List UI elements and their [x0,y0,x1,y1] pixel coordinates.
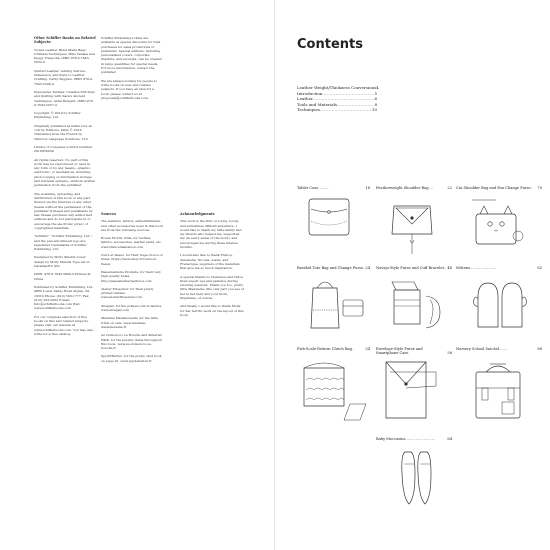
copyright-paragraph: Originally published as Petite tote en cuir by Editions, Paris © 2016 Translated from the French by Omicron Language Solutions, LLC [34,123,93,141]
tablet-case-icon [305,195,353,239]
project-label: Envelope-Style Purse and Smartphone Case [376,347,423,355]
project-tote-bag[interactable]: Braided Tote Bag and Change Purse .. 24 [297,266,370,270]
source-entry: Madame Mademoiselle, for the little trims on cats. www.madame-mademoiselle.fr [101,316,159,329]
project-page: 88 [537,347,542,351]
satchel-icon [466,358,530,424]
copyright-column [34,36,96,340]
clutch-icon [300,360,372,426]
acknowledgments-heading: Acknowledgments [180,212,215,216]
cat-bag-icon [466,196,526,250]
source-entry: Atelier Frissonier, for their pretty printed textiles. www.atelierfrissonier.com [101,286,154,300]
toc-entry-page: 4 [376,85,379,90]
project-navajo-purse[interactable]: Navajo-Style Purse and Cuff Bracelet .. 48 [376,266,452,270]
moccasins-icon [397,446,437,512]
copyright-paragraph: Library of Congress Control Number: 2018956054 [34,144,93,154]
publisher-paragraph: Schiffer Publishing's titles are available at special discounts for bulk purchases for sales promotions or premiums. Special editions, including personalized covers, corporate imprints, and excerpts, can be created in large quantities for special needs. For more information, contact the publisher. [101,36,162,75]
toc-entry-label: Leather [297,96,313,102]
project-label: Nursery School Satchel [456,347,500,351]
copyright-paragraph: "Schiffer," "Schiffer Publishing, Ltd.," and the pen and inkwell logo are registered trademarks of Schiffer Publishing, Ltd. [34,234,93,252]
toc-entry-label: Leather Weight/Thickness Conversions [297,85,377,90]
publisher-paragraph: We are always looking for people to write books on new and related subjects. If you have an idea for a book, please contact us at proposals@schifferbooks.com. [101,78,158,100]
project-page: 24 [365,266,370,270]
book-gutter [274,0,275,550]
project-page: 48 [447,266,452,270]
project-label: Mittens [456,266,471,270]
copyright-paragraph: Impressive Textiles: Creative Stitchery and Quilting with Sara's Ancient Techniques, Anna Bergant, ISBN 978-0-7643-5057-4 [34,89,95,107]
related-books-heading: Other Schiffer Books on Related Subjects: [34,36,96,45]
toc-dot-leader [320,107,372,113]
copyright-paragraph: The scanning, uploading, and distribution of this book or any part thereof via the Internet or any other means without the permission of the publisher is illegal and punishable by law. Please purchase only authorized editions and do not participate in or encourage the electronic piracy of copyrighted materials. [34,191,93,230]
toc-entry-page: 10 [371,107,377,113]
project-label: Baby Moccasins [376,437,406,441]
copyright-paragraph: Copyright © 2019 by Schiffer Publishing, Ltd. [34,111,81,120]
project-page: 18 [365,186,370,190]
envelope-purse-icon [380,354,440,422]
acknowledgment-paragraph: And finally, I would like to thank Molly for her terrific work on the layout of this book. [180,304,244,317]
project-label: Braided Tote Bag and Change Purse [297,266,364,270]
shoulder-bag-icon [386,196,438,258]
project-tablet-case[interactable]: Tablet Case ......... 18 [297,186,370,190]
copyright-paragraph: For our complete selection of fine books on this and related subjects, please visit our website at www.schifferbooks.com. You may also write for a free catalog. [34,314,94,336]
toc-entry-label: Techniques [297,107,320,113]
project-label: Featherweight Shoulder Bag [376,186,429,190]
source-entry: Rouen Florist, frills, for textiles, fabrics, accessories, leather paint, etc. www.francenlamaison.com [101,236,162,249]
source-entry: Stragier, for the printed cotton fabrics. www.stragier.com [101,303,163,313]
navajo-purse-icon [386,276,446,338]
copyright-paragraph: Designed by Molly Shields Cover design by Molly Shields Type set in Garalda/ITC Stil [34,255,90,269]
project-page: 22 [447,186,452,190]
publisher-notes-column [101,36,163,104]
toc-entry-page: 6 [374,96,377,102]
project-label: Navajo-Style Purse and Cuff Bracelet [376,266,444,270]
project-label: Cat Shoulder Bag and Fan Change Purse [456,186,531,190]
source-entry: Au Domonovo Le Bouche and Skiteriet H&K, for the jewelry items throughout this book. www.au-domonovo-le-bouche.fr [101,333,162,351]
acknowledgment-paragraph: I would also like to thank France, Annabelle, Nicolas, Aubin, and Frederique, suppliers of the materials that give me so much inspiration. [180,253,240,271]
sources-heading: Sources [101,212,117,216]
project-label: Fish-Scale-Pattern Clutch Bag [297,347,352,351]
copyright-paragraph: All rights reserved. No part of this work may be reproduced or used in any form or by any means—graphic, electronic, or mechanical, including photocopying or information storage and retrieval systems—without written permission from the publisher. [34,157,96,188]
source-entry: The leathers, fabrics, embellishments, and other accessories used in this book are from the following sources: [101,219,163,232]
copyright-paragraph: Published by Schiffer Publishing, Ltd. 4880 Lower Valley Road Atglen, PA 19310 Phone: (610) 593-1777; Fax: (610) 593-2002 E-mail: Info@schifferbooks.com Web: www.schifferbooks.com [34,284,94,311]
table-of-contents [297,85,377,113]
project-label: Tablet Case [297,186,319,190]
source-entry: SpyOEBetrez, for the pretty card book on page 25. www.spydebetrez.fr [101,354,162,363]
toc-entry-page: 5 [374,90,377,96]
copyright-paragraph: Tooled Leather Hand-Made Bags: Ultimate Techniques, Hiko Tanaka and Peggy Tiwayoba, ISBN 978-0-7643-5632-4 [34,47,95,65]
copyright-paragraph: ISBN: 978-0-7643-5809-0 Printed in China [34,272,91,281]
project-shoulder-bag[interactable]: Featherweight Shoulder Bag .... 22 [376,186,452,190]
project-satchel[interactable]: Nursery School Satchel ....... 88 [456,347,542,351]
toc-entry-label: Tools and Materials [297,101,337,107]
project-page: 34 [365,347,370,351]
source-entry: Cuirs et Peaux, for their huge choice of hides. https://www.shop.fr-Cuirs-et-Peaux [101,253,163,266]
tote-bag-icon [303,276,367,332]
project-clutch[interactable]: Fish-Scale-Pattern Clutch Bag . 34 [297,347,370,351]
toc-entry-page: 8 [374,101,377,107]
mittens-icon [470,277,530,333]
project-cat-bag[interactable]: Cat Shoulder Bag and Fan Change Purse .. 70 [456,186,542,190]
project-moccasins[interactable]: Baby Moccasins .......................... 64 [376,437,452,441]
toc-entry-label: Introduction [297,90,323,96]
project-page: 64 [447,437,452,441]
sources-section [101,212,163,367]
acknowledgments-section [180,212,244,321]
contents-title: Contents [297,37,363,52]
copyright-paragraph: Quilted Leather: Adding Texture, Dimension, and Style to Leather Crafting, Cathy Wiggins, ISBN 978-0-7643-5508-4 [34,68,94,86]
acknowledgment-paragraph: This book is the fruit of a long, lovely, and sometimes difficult adventure. I would like to thank my little family and my friends who helped me, supported me (in every sense of the word), and encouraged me during these intense months. [180,219,242,250]
project-page: 56 [447,351,452,355]
project-mittens[interactable]: Mittens ....................... 82 [456,266,542,270]
project-page: 82 [537,266,542,270]
toc-entry[interactable] [297,107,377,113]
acknowledgment-paragraph: A special thanks to Clemence and Chloe their expert eye and patience during shooting sessions. Thank you too, pretty little Madeleine (the only part you see of her is her feet) and your mom, Stephanie, of course. [180,274,244,301]
source-entry: Passementerie Produits, for their very high-quality hides. http://passementeriephotos.com [101,269,161,283]
project-page: 70 [537,186,542,190]
